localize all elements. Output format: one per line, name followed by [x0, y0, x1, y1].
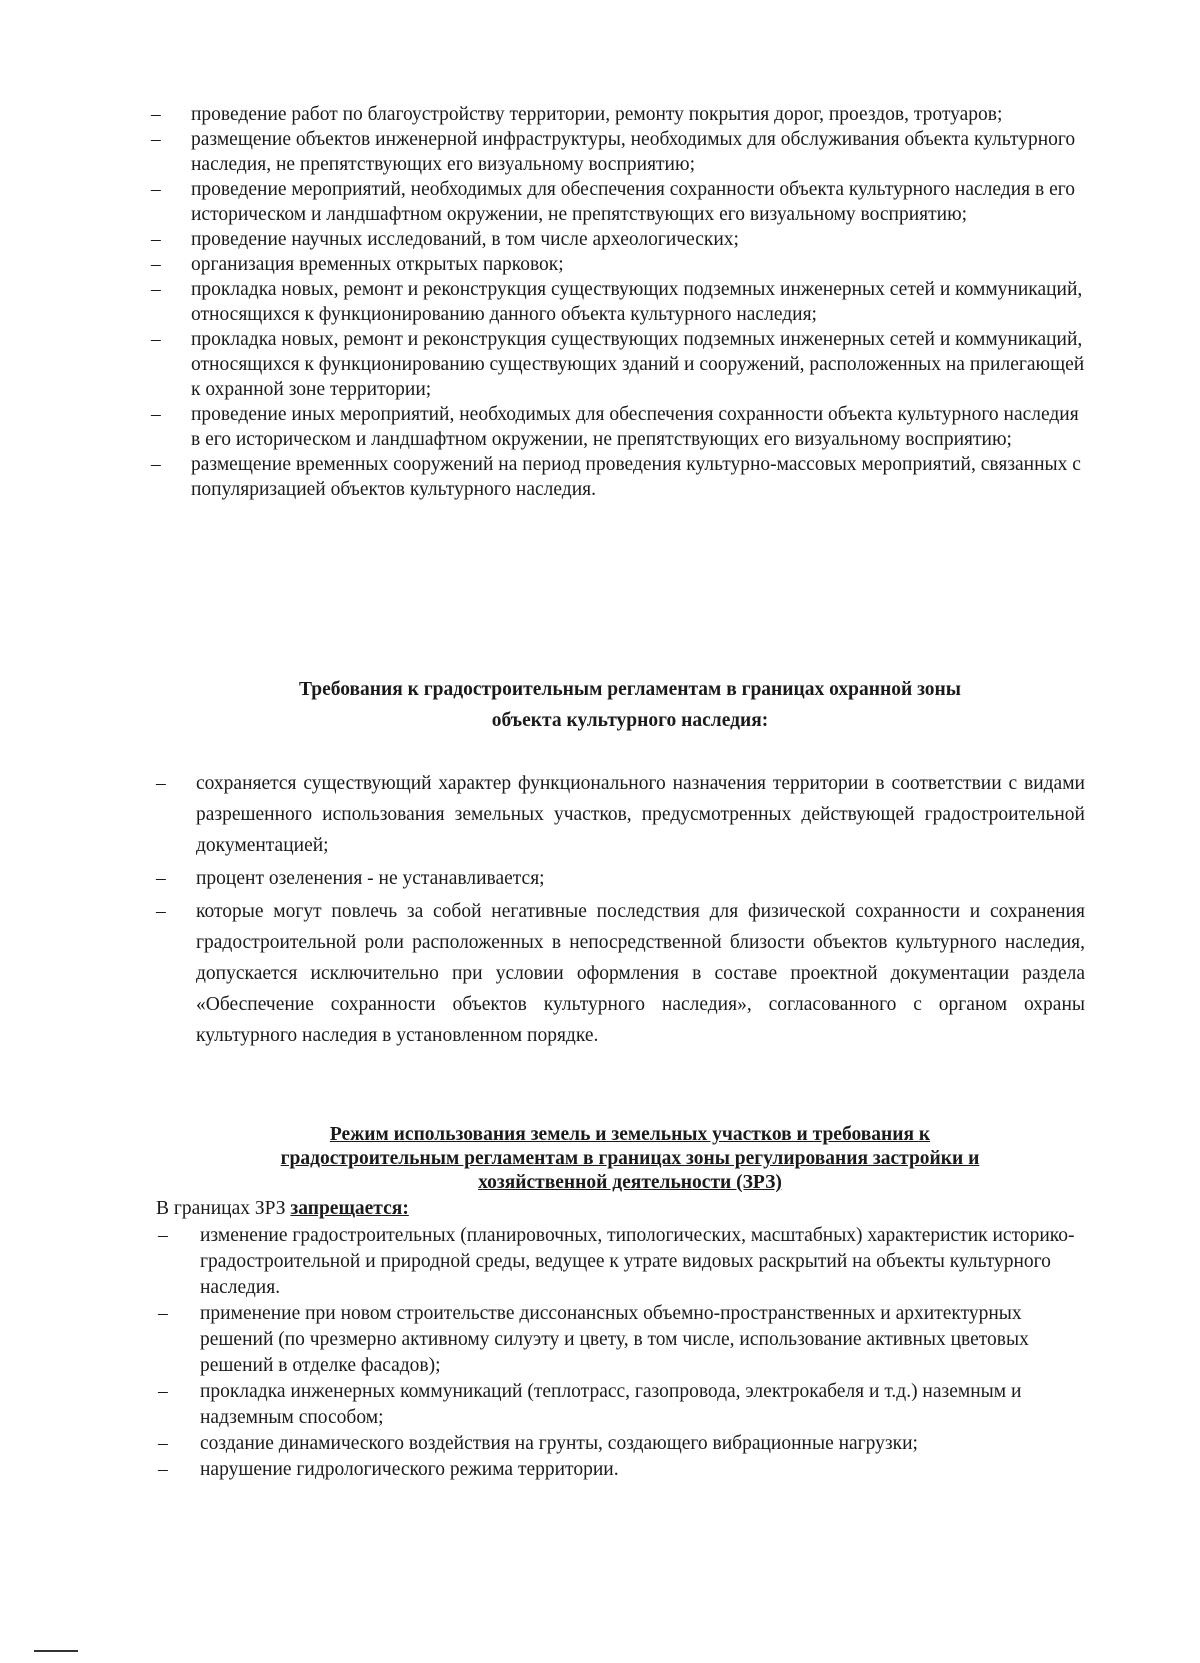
- dash-marker: –: [151, 404, 161, 425]
- list-item: [158, 1301, 1080, 1379]
- list-item-text: нарушение гидрологического режима территории.: [200, 1459, 619, 1480]
- list-item-text: размещение объектов инженерной инфраструктуры, необходимых для обслуживания объекта культурного наследия, не препятствующих его визуальному восприятию;: [191, 129, 1076, 175]
- list-item: [151, 102, 1091, 127]
- list-item-text: применение при новом строительстве диссонансных объемно-пространственных и архитектурных решений (по чрезмерно активному силуэту и цвету, в том числе, использование активных цветовых решений в отделке фасадов);: [200, 1303, 1029, 1376]
- dash-marker: –: [151, 179, 161, 200]
- list-item: [151, 252, 1091, 277]
- list-item-text: проведение мероприятий, необходимых для обеспечения сохранности объекта культурного наследия в его историческом и ландшафтном окружении, не препятствующих его визуальному восприятию;: [191, 179, 1075, 225]
- list-item: [151, 227, 1091, 252]
- permitted-works-list: [151, 102, 1091, 502]
- list-item-text: которые могут повлечь за собой негативные последствия для физической сохранности и сохранения градостроительной роли расположенных в непосредственной близости объектов культурного наследия, допускается исключительно при условии оформления в составе проектной документации раздела «Обеспечение сохранности объектов культурного наследия», согласованного с органом охраны культурного наследия в установленном порядке.: [196, 901, 1085, 1046]
- requirements-heading: [200, 674, 1060, 736]
- list-item: [158, 1457, 1080, 1483]
- list-item: [151, 177, 1091, 227]
- dash-marker: –: [156, 901, 166, 922]
- heading-line: Требования к градостроительным регламентам в границах охранной зоны: [298, 679, 962, 700]
- list-item-text: процент озеленения - не устанавливается;: [196, 868, 545, 889]
- list-item: [158, 1431, 1080, 1457]
- requirements-list: [156, 768, 1085, 1053]
- heading-line: градостроительным регламентам в границах зоны регулирования застройки и: [280, 1148, 980, 1169]
- list-item: [156, 768, 1085, 861]
- zrz-heading: [180, 1123, 1080, 1195]
- dash-marker: –: [158, 1381, 168, 1402]
- dash-marker: –: [151, 254, 161, 275]
- dash-marker: –: [151, 329, 161, 350]
- list-item-text: прокладка инженерных коммуникаций (теплотрасс, газопровода, электрокабеля и т.д.) наземным и надземным способом;: [200, 1381, 1022, 1428]
- dash-marker: –: [156, 773, 166, 794]
- list-item-text: сохраняется существующий характер функционального назначения территории в соответствии с видами разрешенного использования земельных участков, предусмотренных действующей градостроительной документацией;: [196, 773, 1085, 856]
- intro-prefix: В границах ЗРЗ: [156, 1198, 291, 1219]
- list-item: [151, 127, 1091, 177]
- list-item: [156, 896, 1085, 1051]
- list-item: [156, 863, 1085, 894]
- list-item-text: организация временных открытых парковок;: [191, 254, 564, 275]
- prohibited-list: [158, 1223, 1080, 1483]
- dash-marker: –: [158, 1303, 168, 1324]
- list-item-text: прокладка новых, ремонт и реконструкция существующих подземных инженерных сетей и коммуникаций, относящихся к функционированию существующих зданий и сооружений, расположенных на прилегающей к охранной зоне территории;: [191, 329, 1085, 400]
- list-item: [151, 327, 1091, 402]
- dash-marker: –: [158, 1433, 168, 1454]
- list-item: [158, 1379, 1080, 1431]
- list-item: [151, 277, 1091, 327]
- dash-marker: –: [151, 229, 161, 250]
- list-item-text: создание динамического воздействия на грунты, создающего вибрационные нагрузки;: [200, 1433, 918, 1454]
- dash-marker: –: [151, 129, 161, 150]
- list-item-text: проведение работ по благоустройству территории, ремонту покрытия дорог, проездов, тротуаров;: [191, 104, 1003, 125]
- heading-line: объекта культурного наследия:: [491, 710, 769, 731]
- heading-line: Режим использования земель и земельных участков и требования к: [329, 1124, 931, 1145]
- list-item: [151, 402, 1091, 452]
- heading-line: хозяйственной деятельности (ЗРЗ): [478, 1172, 782, 1193]
- dash-marker: –: [151, 104, 161, 125]
- intro-emphasis: запрещается:: [290, 1198, 409, 1219]
- list-item-text: проведение научных исследований, в том числе археологических;: [191, 229, 739, 250]
- dash-marker: –: [151, 279, 161, 300]
- list-item-text: размещение временных сооружений на период проведения культурно-массовых мероприятий, связанных с популяризацией объектов культурного наследия.: [191, 454, 1081, 500]
- zrz-intro: [156, 1196, 409, 1221]
- list-item-text: проведение иных мероприятий, необходимых для обеспечения сохранности объекта культурного наследия в его историческом и ландшафтном окружении, не препятствующих его визуальному восприятию;: [191, 404, 1079, 450]
- scan-edge-mark: [34, 1650, 78, 1652]
- dash-marker: –: [158, 1225, 168, 1246]
- list-item: [158, 1223, 1080, 1301]
- list-item-text: изменение градостроительных (планировочных, типологических, масштабных) характеристик историко-градостроительной и природной среды, ведущее к утрате видовых раскрытий на объекты культурного наследия.: [200, 1225, 1075, 1298]
- dash-marker: –: [151, 454, 161, 475]
- dash-marker: –: [156, 868, 166, 889]
- list-item: [151, 452, 1091, 502]
- dash-marker: –: [158, 1459, 168, 1480]
- list-item-text: прокладка новых, ремонт и реконструкция существующих подземных инженерных сетей и коммуникаций, относящихся к функционированию данного объекта культурного наследия;: [191, 279, 1083, 325]
